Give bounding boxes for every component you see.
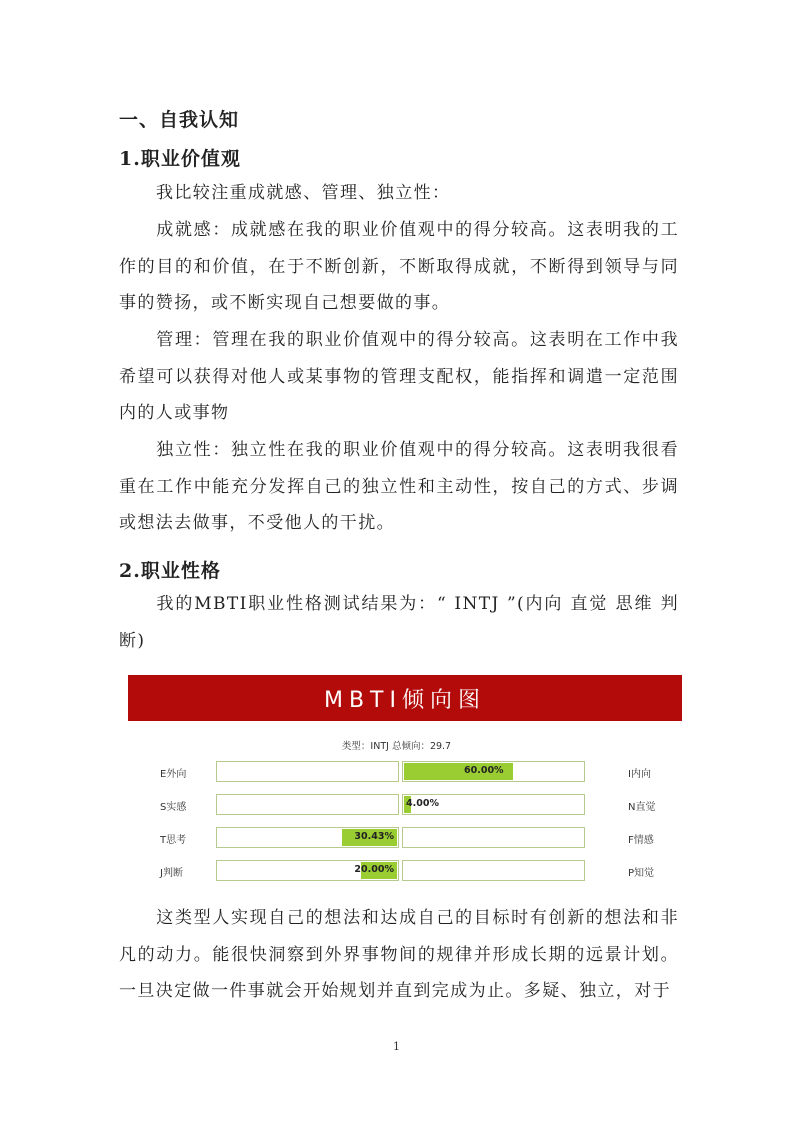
chart-subtitle: 类型：INTJ 总倾向：29.7 <box>341 741 452 752</box>
row-left-label: T思考 <box>160 835 187 846</box>
left-bar-track <box>216 827 399 848</box>
paragraph-achievement: 成就感：成就感在我的职业价值观中的得分较高。这表明我的工作的目的和价值，在于不断创新，不断取得成就，不断得到领导与同事的赞扬，或不断实现自己想要做的事。 <box>119 220 679 313</box>
row-right-label: F情感 <box>628 835 654 846</box>
chart-title-banner: MBTI倾向图 <box>128 675 682 721</box>
right-bar-track <box>402 827 585 848</box>
paragraph-type-description: 这类型人实现自己的想法和达成自己的目标时有创新的想法和非凡的动力。能很快洞察到外界事物间的规律并形成长期的远景计划。一旦决定做一件事就会开始规划并直到完成为止。多疑、独立，对于 <box>119 908 679 1001</box>
left-bar-track <box>216 761 399 782</box>
paragraph-intro: 我比较注重成就感、管理、独立性： <box>156 183 451 203</box>
right-bar-track <box>402 761 585 782</box>
left-bar-track <box>216 794 399 815</box>
bar-value-label: 60.00% <box>464 765 504 776</box>
page-number: 1 <box>393 1040 400 1053</box>
right-bar-track <box>402 860 585 881</box>
paragraph-mbti-result: 我的MBTI职业性格测试结果为：“ INTJ ”(内向 直觉 思维 判断) <box>119 594 679 651</box>
bar-value-label: 20.00% <box>354 864 394 875</box>
row-right-label: N直觉 <box>628 802 656 813</box>
bar-value-label: 4.00% <box>406 798 439 809</box>
row-left-label: S实感 <box>160 802 187 813</box>
subheading-personality: 2.职业性格 <box>119 560 221 582</box>
paragraph-management: 管理：管理在我的职业价值观中的得分较高。这表明在工作中我希望可以获得对他人或某事物的管理支配权，能指挥和调遣一定范围内的人或事物 <box>119 330 679 423</box>
row-right-label: P知觉 <box>628 868 655 879</box>
subheading-values: 1.职业价值观 <box>119 148 241 170</box>
right-bar-track <box>402 794 585 815</box>
section-heading: 一、自我认知 <box>119 109 240 131</box>
bar-value-label: 30.43% <box>354 831 394 842</box>
row-right-label: I内向 <box>628 769 651 780</box>
paragraph-independence: 独立性：独立性在我的职业价值观中的得分较高。这表明我很看重在工作中能充分发挥自己的独立性和主动性，按自己的方式、步调或想法去做事，不受他人的干扰。 <box>119 440 679 533</box>
row-left-label: J判断 <box>160 868 183 879</box>
left-bar-track <box>216 860 399 881</box>
row-left-label: E外向 <box>160 769 187 780</box>
